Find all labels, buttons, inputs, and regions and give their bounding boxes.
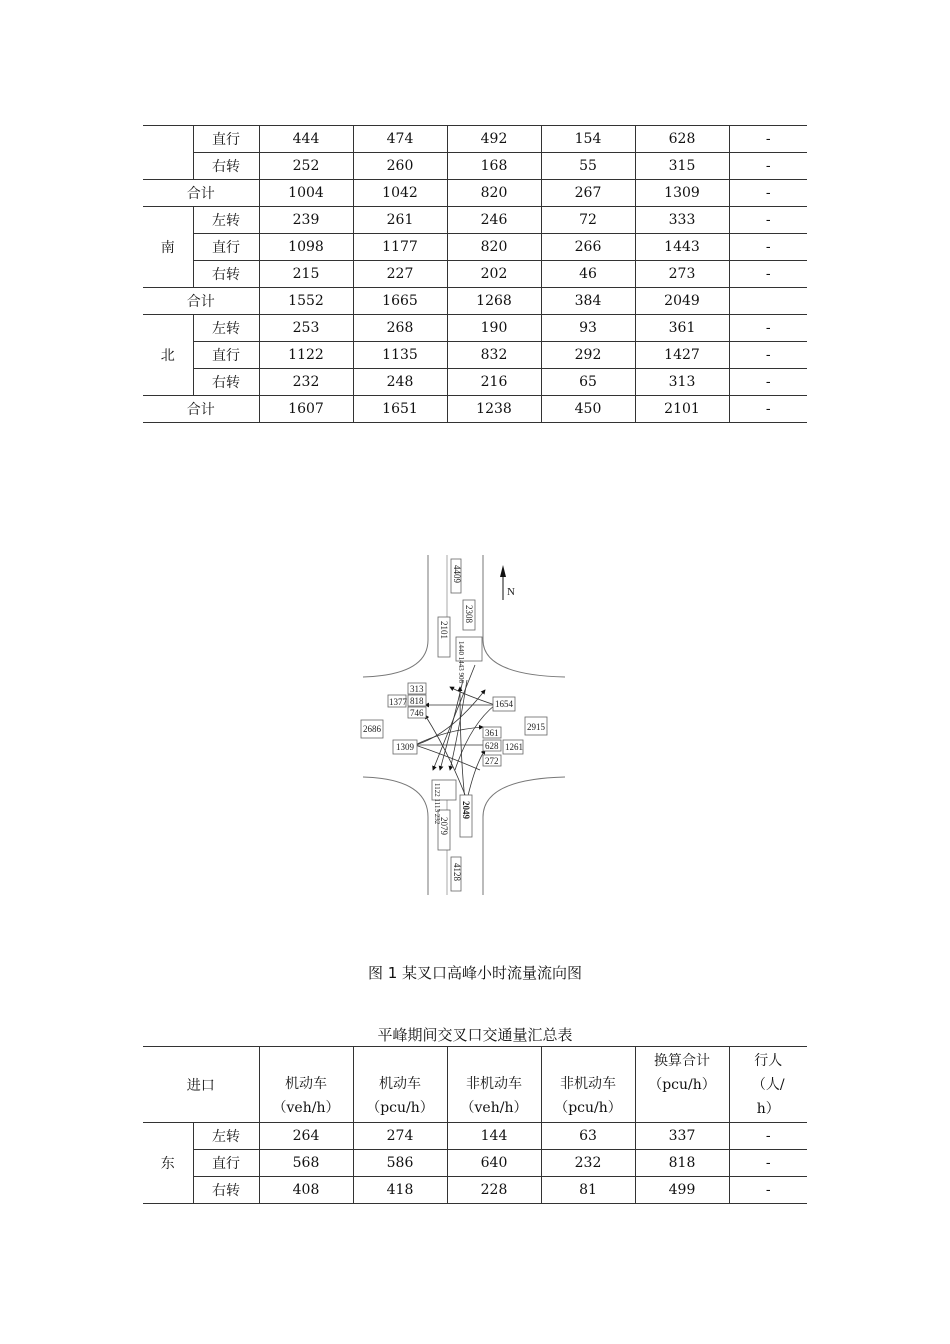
total-label: 合计	[143, 288, 259, 315]
value-cell: 215	[259, 261, 353, 288]
flow-value: 1261	[505, 742, 523, 752]
flow-value: 2915	[527, 722, 545, 732]
value-cell: 252	[259, 153, 353, 180]
value-cell: -	[729, 207, 807, 234]
flow-value: 746	[410, 708, 424, 718]
value-cell: -	[729, 126, 807, 153]
flow-value: 4409	[452, 565, 462, 583]
value-cell: 292	[541, 342, 635, 369]
movement-cell: 左转	[193, 207, 259, 234]
direction-cell	[143, 126, 193, 180]
value-cell: -	[729, 1150, 807, 1177]
flow-value: 1654	[495, 699, 513, 709]
value-cell: 1443	[635, 234, 729, 261]
table-row	[143, 342, 807, 369]
flow-value: 2049	[461, 801, 471, 819]
value-cell: 264	[259, 1123, 353, 1150]
value-cell: 266	[541, 234, 635, 261]
movement-cell: 直行	[193, 126, 259, 153]
header-cell: 机动车 （veh/h）	[259, 1047, 353, 1123]
value-cell: 260	[353, 153, 447, 180]
flow-value: 4128	[452, 863, 462, 881]
flow-value: 628	[485, 741, 499, 751]
value-cell: 408	[259, 1177, 353, 1204]
traffic-table-offpeak	[143, 1046, 807, 1204]
value-cell: 628	[635, 126, 729, 153]
flow-value: 2308	[464, 605, 474, 623]
value-cell: 2101	[635, 396, 729, 423]
direction-cell: 南	[143, 207, 193, 288]
flow-value: 272	[485, 756, 499, 766]
value-cell: 216	[447, 369, 541, 396]
value-cell: 246	[447, 207, 541, 234]
value-cell: 1238	[447, 396, 541, 423]
value-cell: 444	[259, 126, 353, 153]
value-cell: 1098	[259, 234, 353, 261]
value-cell: 361	[635, 315, 729, 342]
value-cell: -	[729, 369, 807, 396]
value-cell: 274	[353, 1123, 447, 1150]
value-cell: 1268	[447, 288, 541, 315]
north-label: N	[507, 586, 515, 598]
value-cell: 190	[447, 315, 541, 342]
value-cell: 55	[541, 153, 635, 180]
table-row	[143, 153, 807, 180]
value-cell: -	[729, 153, 807, 180]
value-cell: -	[729, 315, 807, 342]
value-cell: 820	[447, 234, 541, 261]
value-cell: 202	[447, 261, 541, 288]
value-cell: 1004	[259, 180, 353, 207]
value-cell: 1177	[353, 234, 447, 261]
movement-cell: 左转	[193, 1123, 259, 1150]
value-cell: 450	[541, 396, 635, 423]
header-cell: 非机动车 （veh/h）	[447, 1047, 541, 1123]
value-cell: 232	[259, 369, 353, 396]
header-cell: 换算合计 （pcu/h）	[635, 1047, 729, 1123]
label-boxes	[361, 559, 547, 891]
value-cell: 81	[541, 1177, 635, 1204]
table-header-row	[143, 1047, 807, 1123]
value-cell: 1552	[259, 288, 353, 315]
movement-cell: 右转	[193, 1177, 259, 1204]
table-row-total	[143, 288, 807, 315]
value-cell: 313	[635, 369, 729, 396]
movement-cell: 左转	[193, 315, 259, 342]
value-cell: 1309	[635, 180, 729, 207]
table-row	[143, 207, 807, 234]
value-cell: 261	[353, 207, 447, 234]
value-cell: 227	[353, 261, 447, 288]
flow-value: 313	[410, 684, 424, 694]
value-cell: 499	[635, 1177, 729, 1204]
table-row	[143, 261, 807, 288]
flow-value: 1122 1113 232	[433, 783, 441, 825]
table-row	[143, 1177, 807, 1204]
header-entry: 进口	[143, 1047, 259, 1123]
table-row	[143, 234, 807, 261]
movement-cell: 直行	[193, 234, 259, 261]
value-cell: 1651	[353, 396, 447, 423]
value-cell: -	[729, 261, 807, 288]
value-cell: 93	[541, 315, 635, 342]
table-row	[143, 1150, 807, 1177]
table-row	[143, 126, 807, 153]
value-cell: 418	[353, 1177, 447, 1204]
value-cell: 1122	[259, 342, 353, 369]
value-cell: 46	[541, 261, 635, 288]
value-cell: 2049	[635, 288, 729, 315]
value-cell: -	[729, 342, 807, 369]
value-cell: 586	[353, 1150, 447, 1177]
table-row	[143, 1123, 807, 1150]
movement-cell: 直行	[193, 1150, 259, 1177]
value-cell: 820	[447, 180, 541, 207]
value-cell: 65	[541, 369, 635, 396]
value-cell: 268	[353, 315, 447, 342]
value-cell: 144	[447, 1123, 541, 1150]
value-cell: 267	[541, 180, 635, 207]
intersection-flow-diagram	[355, 555, 585, 900]
value-cell: 1665	[353, 288, 447, 315]
value-cell: 154	[541, 126, 635, 153]
value-cell: -	[729, 1177, 807, 1204]
value-cell: 72	[541, 207, 635, 234]
direction-cell: 北	[143, 315, 193, 396]
flow-value: 2686	[363, 724, 381, 734]
value-cell: 1135	[353, 342, 447, 369]
flow-value: 361	[485, 728, 499, 738]
flow-value: 1309	[396, 742, 414, 752]
value-cell: 818	[635, 1150, 729, 1177]
table-row	[143, 315, 807, 342]
value-cell: 273	[635, 261, 729, 288]
value-cell: -	[729, 396, 807, 423]
value-cell: 232	[541, 1150, 635, 1177]
flow-value: 1377	[389, 697, 407, 707]
movement-cell: 右转	[193, 153, 259, 180]
header-cell: 机动车 （pcu/h）	[353, 1047, 447, 1123]
value-cell: 640	[447, 1150, 541, 1177]
direction-cell: 东	[143, 1123, 193, 1204]
value-cell: 315	[635, 153, 729, 180]
value-cell: 228	[447, 1177, 541, 1204]
value-cell: 492	[447, 126, 541, 153]
table-row-total	[143, 180, 807, 207]
figure-caption: 图 1 某叉口高峰小时流量流向图	[367, 964, 583, 982]
value-cell: 384	[541, 288, 635, 315]
value-cell: 832	[447, 342, 541, 369]
value-cell: -	[729, 1123, 807, 1150]
value-cell: 1427	[635, 342, 729, 369]
value-cell: 568	[259, 1150, 353, 1177]
value-cell: -	[729, 180, 807, 207]
value-cell	[729, 288, 807, 315]
value-cell: 248	[353, 369, 447, 396]
movement-cell: 右转	[193, 369, 259, 396]
value-cell: 337	[635, 1123, 729, 1150]
value-cell: 168	[447, 153, 541, 180]
movement-cell: 直行	[193, 342, 259, 369]
value-cell: 239	[259, 207, 353, 234]
total-label: 合计	[143, 396, 259, 423]
north-arrow-icon	[500, 565, 515, 600]
table-row	[143, 369, 807, 396]
header-cell: 非机动车 （pcu/h）	[541, 1047, 635, 1123]
header-cell: 行人 （人/ h）	[729, 1047, 807, 1123]
flow-value: 1440 1443 906	[457, 641, 465, 683]
value-cell: 253	[259, 315, 353, 342]
value-cell: 474	[353, 126, 447, 153]
value-cell: 63	[541, 1123, 635, 1150]
value-cell: 333	[635, 207, 729, 234]
value-cell: 1607	[259, 396, 353, 423]
table-row-total	[143, 396, 807, 423]
total-label: 合计	[143, 180, 259, 207]
flow-value: 2079	[439, 817, 449, 835]
value-cell: -	[729, 234, 807, 261]
value-cell: 1042	[353, 180, 447, 207]
traffic-table-peak	[143, 125, 807, 423]
flow-value: 818	[410, 696, 424, 706]
movement-cell: 右转	[193, 261, 259, 288]
table-title: 平峰期间交叉口交通量汇总表	[377, 1026, 573, 1044]
flow-value: 2101	[439, 621, 449, 639]
